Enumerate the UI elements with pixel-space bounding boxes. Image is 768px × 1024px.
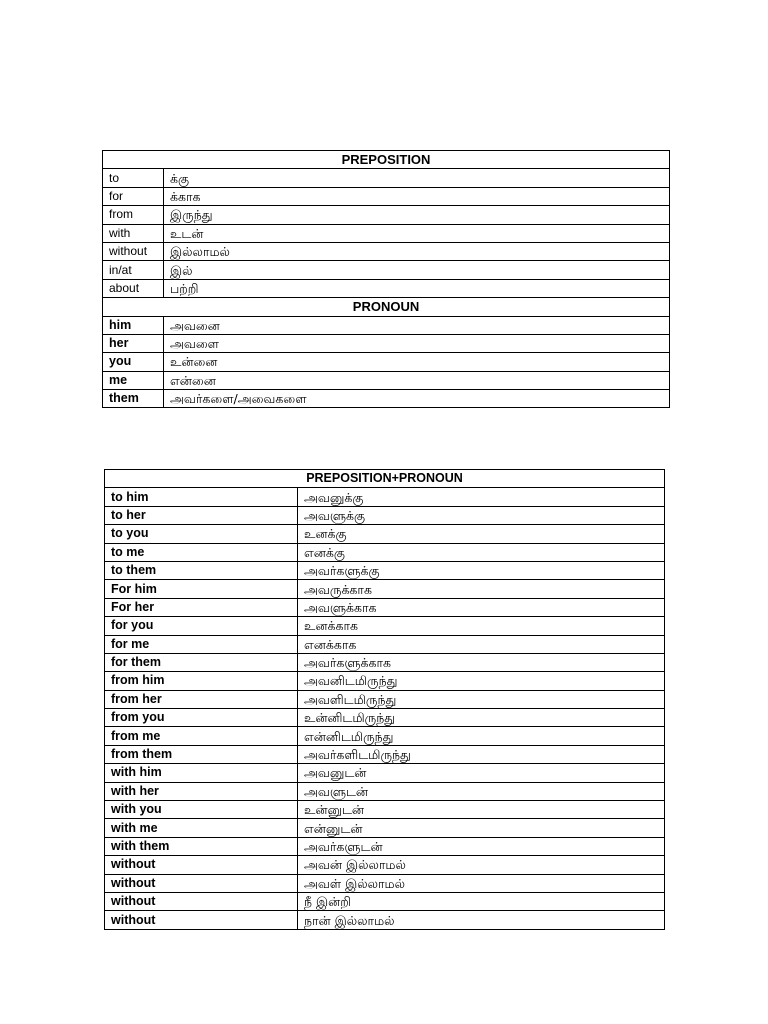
combined-header-text: PREPOSITION+PRONOUN <box>306 471 463 486</box>
english-term: with me <box>105 819 298 837</box>
table-row <box>105 653 665 671</box>
table-row <box>103 353 670 371</box>
tamil-translation: இல்லாமல் <box>164 242 670 260</box>
tamil-translation: உன்னுடன் <box>298 801 665 819</box>
tamil-translation: அவனை <box>164 316 670 334</box>
table-row <box>105 561 665 579</box>
table-row <box>105 635 665 653</box>
table-row <box>105 782 665 800</box>
table-row <box>103 316 670 334</box>
table-row <box>105 506 665 524</box>
tamil-translation: நீ இன்றி <box>298 892 665 910</box>
english-term: in/at <box>103 261 164 279</box>
tamil-translation: உனக்கு <box>298 525 665 543</box>
preposition-pronoun-table <box>102 150 670 408</box>
table-row <box>105 690 665 708</box>
tamil-translation: என்னுடன் <box>298 819 665 837</box>
tamil-translation: உனக்காக <box>298 617 665 635</box>
tamil-translation: எனக்கு <box>298 543 665 561</box>
english-term: for me <box>105 635 298 653</box>
tamil-translation: உன்னிடமிருந்து <box>298 709 665 727</box>
preposition-pronoun-table-body <box>103 151 670 408</box>
english-term: me <box>103 371 164 389</box>
english-term: to her <box>105 506 298 524</box>
tamil-translation: இருந்து <box>164 206 670 224</box>
english-term: to me <box>105 543 298 561</box>
tamil-translation: அவளிடமிருந்து <box>298 690 665 708</box>
english-term: for you <box>105 617 298 635</box>
tamil-translation: அவளுக்காக <box>298 598 665 616</box>
english-term: without <box>103 242 164 260</box>
tamil-translation: எனக்காக <box>298 635 665 653</box>
english-term: for them <box>105 653 298 671</box>
table-row <box>103 169 670 187</box>
tamil-translation: அவனுக்கு <box>298 488 665 506</box>
pronoun-header: PRONOUN <box>103 298 670 316</box>
tamil-translation: க்கு <box>164 169 670 187</box>
table-row <box>105 911 665 929</box>
english-term: them <box>103 390 164 408</box>
table-row <box>103 279 670 297</box>
table-row <box>105 892 665 910</box>
tamil-translation: அவள் இல்லாமல் <box>298 874 665 892</box>
english-term: to them <box>105 561 298 579</box>
table-row <box>103 390 670 408</box>
english-term: without <box>105 892 298 910</box>
table-row <box>103 242 670 260</box>
english-term: For her <box>105 598 298 616</box>
english-term: without <box>105 856 298 874</box>
table-row <box>105 488 665 506</box>
pronoun-header-row <box>103 298 670 316</box>
tamil-translation: நான் இல்லாமல் <box>298 911 665 929</box>
english-term: from me <box>105 727 298 745</box>
tamil-translation: அவருக்காக <box>298 580 665 598</box>
tamil-translation: அவர்களுடன் <box>298 837 665 855</box>
english-term: you <box>103 353 164 371</box>
tamil-translation: அவளுடன் <box>298 782 665 800</box>
tamil-translation: அவனிடமிருந்து <box>298 672 665 690</box>
tamil-translation: அவளுக்கு <box>298 506 665 524</box>
table-row <box>105 543 665 561</box>
english-term: with her <box>105 782 298 800</box>
english-term: from her <box>105 690 298 708</box>
table-row <box>105 819 665 837</box>
tamil-translation: அவர்களுக்கு <box>298 561 665 579</box>
english-term: him <box>103 316 164 334</box>
table-row <box>105 525 665 543</box>
table-row <box>105 874 665 892</box>
tamil-translation: அவர்களுக்காக <box>298 653 665 671</box>
preposition-header: PREPOSITION <box>103 151 670 169</box>
english-term: with them <box>105 837 298 855</box>
english-term: with him <box>105 764 298 782</box>
table-row <box>103 224 670 242</box>
english-term: from you <box>105 709 298 727</box>
tamil-translation: உன்னை <box>164 353 670 371</box>
table-row <box>103 206 670 224</box>
english-term: with <box>103 224 164 242</box>
combined-header <box>105 470 665 488</box>
table-row <box>105 764 665 782</box>
english-term: from <box>103 206 164 224</box>
english-term: with you <box>105 801 298 819</box>
english-term: about <box>103 279 164 297</box>
tamil-translation: அவர்களிடமிருந்து <box>298 745 665 763</box>
preposition-header-row <box>103 151 670 169</box>
english-term: to him <box>105 488 298 506</box>
table-row <box>103 261 670 279</box>
table-row <box>105 672 665 690</box>
tamil-translation: என்னிடமிருந்து <box>298 727 665 745</box>
table-row <box>105 709 665 727</box>
tamil-translation: உடன் <box>164 224 670 242</box>
tamil-translation: என்னை <box>164 371 670 389</box>
tamil-translation: அவர்களை/அவைகளை <box>164 390 670 408</box>
table-row <box>103 334 670 352</box>
table-row <box>105 617 665 635</box>
table-row <box>103 187 670 205</box>
table-row <box>105 598 665 616</box>
english-term: her <box>103 334 164 352</box>
tamil-translation: அவளை <box>164 334 670 352</box>
tamil-translation: அவனுடன் <box>298 764 665 782</box>
table-row <box>105 801 665 819</box>
table-row <box>105 580 665 598</box>
english-term: without <box>105 874 298 892</box>
english-term: to <box>103 169 164 187</box>
table-row <box>105 745 665 763</box>
tamil-translation: க்காக <box>164 187 670 205</box>
english-term: from them <box>105 745 298 763</box>
english-term: to you <box>105 525 298 543</box>
tamil-translation: இல் <box>164 261 670 279</box>
english-term: without <box>105 911 298 929</box>
english-term: from him <box>105 672 298 690</box>
preposition-plus-pronoun-table-body <box>105 470 665 930</box>
combined-header-row <box>105 470 665 488</box>
preposition-plus-pronoun-table <box>104 469 665 930</box>
table-row <box>105 837 665 855</box>
tamil-translation: பற்றி <box>164 279 670 297</box>
table-row <box>105 727 665 745</box>
table-row <box>103 371 670 389</box>
english-term: for <box>103 187 164 205</box>
table-row <box>105 856 665 874</box>
tamil-translation: அவன் இல்லாமல் <box>298 856 665 874</box>
english-term: For him <box>105 580 298 598</box>
